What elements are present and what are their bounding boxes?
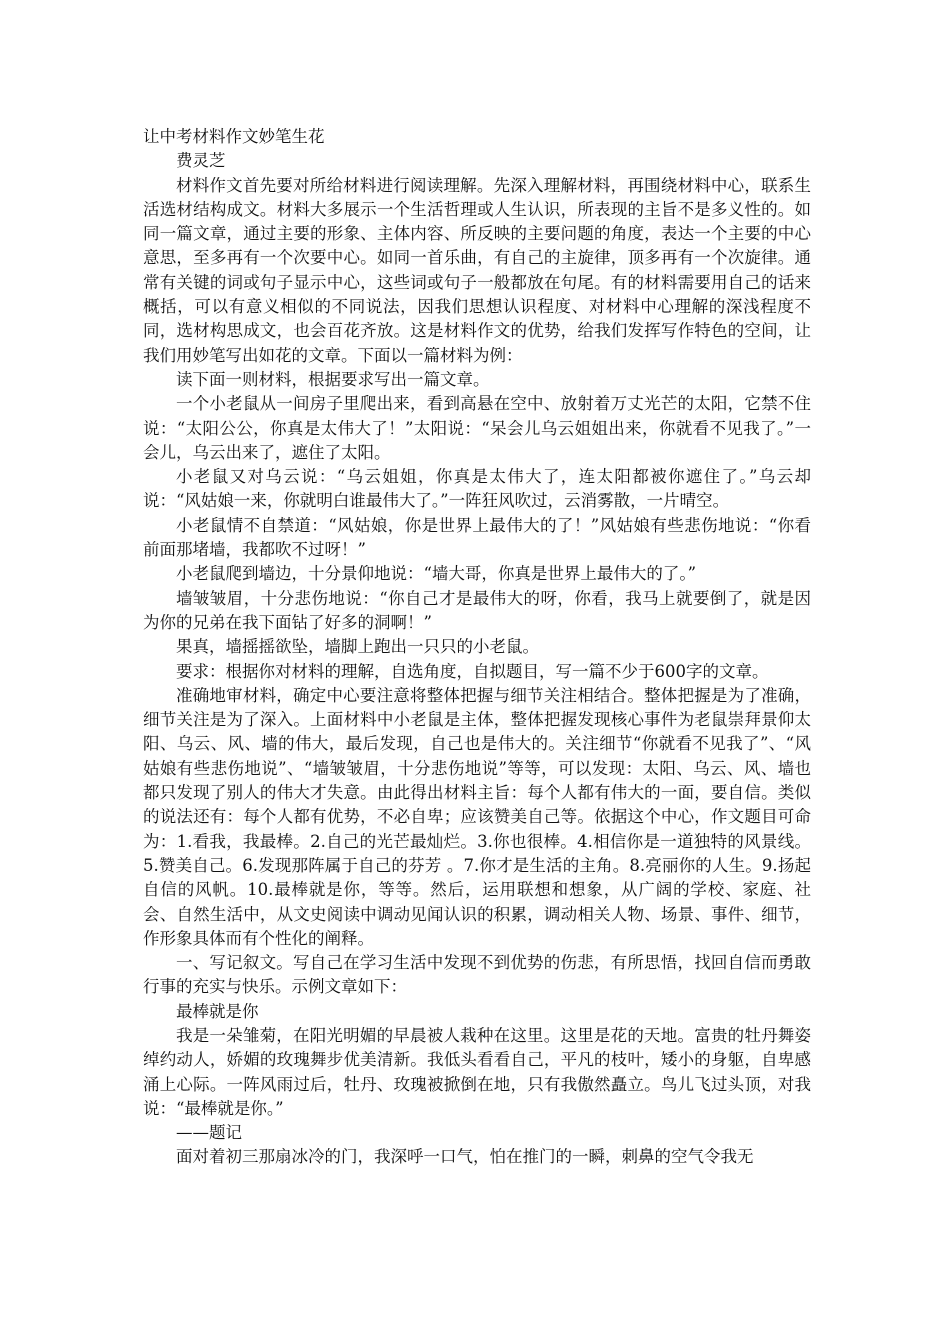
sample-essay-body: 面对着初三那扇冰冷的门，我深呼一口气，怕在推门的一瞬，刺鼻的空气令我无 [176,1147,754,1167]
paragraph-intro: 材料作文首先要对所给材料进行阅读理解。先深入理解材料，再围绕材料中心，联系生活选材结构成文。材料大多展示一个生活哲理或人生认识，所表现的主旨不是多义性的。如同一篇文章，通过主要的形象、主体内容、所反映的主要问题的角度，表达一个主要的中心意思，至多再有一个次要中心。如同一首乐曲，有自己的主旋律，顶多再有一个次旋律。通常有关键的词或句子显示中心，这些词或句子一般都放在句尾。有的材料需要用自己的话来概括，可以有意义相似的不同说法，因我们思想认识程度、对材料中心理解的深浅程度不同，选材构思成文，也会百花齐放。这是材料作文的优势，给我们发挥写作特色的空间，让我们用妙笔写出如花的文章。下面以一篇材料为例： [143,175,811,365]
article-body [143,125,811,1170]
paragraph-requirement: 要求：根据你对材料的理解，自选角度，自拟题目，写一篇不少于600字的文章。 [176,661,769,681]
sample-essay-epigraph: 我是一朵雏菊，在阳光明媚的早晨被人栽种在这里。这里是花的天地。富贵的牡丹舞姿绰约动人，娇媚的玫瑰舞步优美清新。我低头看看自己，平凡的枝叶，矮小的身躯，自卑感涌上心际。一阵风雨过后，牡丹、玫瑰被掀倒在地，只有我傲然矗立。鸟儿飞过头顶，对我说：“最棒就是你。” [143,1025,811,1118]
paragraph-story-5: 墙皱皱眉，十分悲伤地说：“你自己才是最伟大的呀，你看，我马上就要倒了，就是因为你的兄弟在我下面钻了好多的洞啊！” [143,588,811,632]
sample-essay-title: 最棒就是你 [176,1001,259,1021]
paragraph-task: 读下面一则材料，根据要求写出一篇文章。 [176,369,490,389]
paragraph-story-4: 小老鼠爬到墙边，十分景仰地说：“墙大哥，你真是世界上最伟大的了。” [176,564,697,584]
article-title: 让中考材料作文妙笔生花 [143,127,325,146]
paragraph-story-6: 果真，墙摇摇欲坠，墙脚上跑出一只只的小老鼠。 [176,637,539,657]
paragraph-story-3: 小老鼠情不自禁道：“风姑娘，你是世界上最伟大的了！”风姑娘有些悲伤地说：“你看前面那堵墙，我都吹不过呀！” [143,515,811,560]
paragraph-analysis: 准确地审材料，确定中心要注意将整体把握与细节关注相结合。整体把握是为了准确，细节关注是为了深入。上面材料中小老鼠是主体，整体把握发现核心事件为老鼠崇拜景仰太阳、乌云、风、墙的伟大，最后发现，自己也是伟大的。关注细节“你就看不见我了”、“风姑娘有些悲伤地说”、“墙皱皱眉，十分悲伤地说”等等，可以发现：太阳、乌云、风、墙也都只发现了别人的伟大才失意。由此得出材料主旨：每个人都有伟大的一面，要自信。类似的说法还有：每个人都有优势，不必自卑；应该赞美自己等。依据这个中心，作文题目可命为：1.看我，我最棒。2.自己的光芒最灿烂。3.你也很棒。4.相信你是一道独特的风景线。5.赞美自己。6.发现那阵属于自己的芬芳 。7.你才是生活的主角。8.亮丽你的人生。9.扬起自信的风帆。10.最棒就是你，等等。然后，运用联想和想象，从广阔的学校、家庭、社会、自然生活中，从文史阅读中调动见闻认识的积累，调动相关人物、场景、事件、细节，作形象具体而有个性化的阐释。 [143,685,811,948]
article-author: 费灵芝 [176,151,226,171]
paragraph-story-2: 小老鼠又对乌云说：“乌云姐姐，你真是太伟大了，连太阳都被你遮住了。”乌云却说：“风姑娘一来，你就明白谁最伟大了。”一阵狂风吹过，云消雾散，一片晴空。 [143,467,811,511]
sample-essay-epigraph-label: ——题记 [176,1123,242,1143]
paragraph-section-one: 一、写记叙文。写自己在学习生活中发现不到优势的伤悲，有所思悟，找回自信而勇敢行事的充实与快乐。示例文章如下： [143,953,811,997]
paragraph-story-1: 一个小老鼠从一间房子里爬出来，看到高悬在空中、放射着万丈光芒的太阳，它禁不住说：“太阳公公，你真是太伟大了！”太阳说：“呆会儿乌云姐姐出来，你就看不见我了。”一会儿，乌云出来了，遮住了太阳。 [143,394,811,462]
